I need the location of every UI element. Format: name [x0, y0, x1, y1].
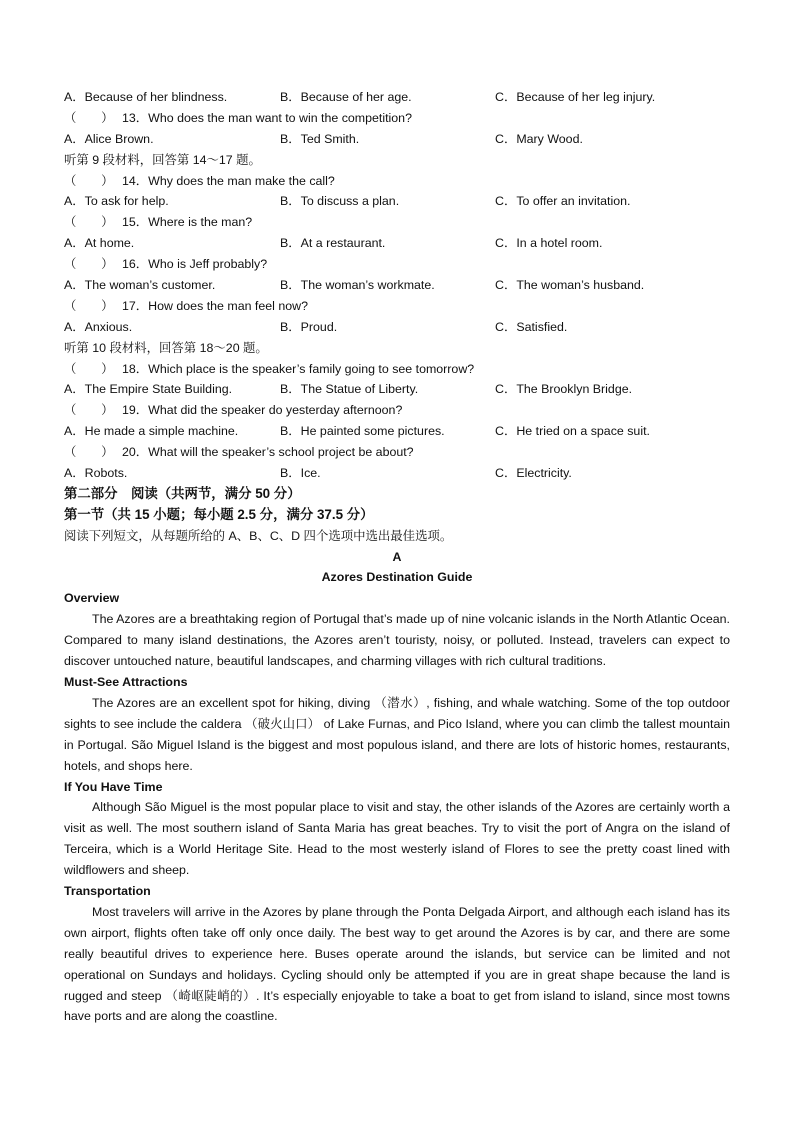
option-c: C．The Brooklyn Bridge. — [495, 382, 633, 397]
option-a: A．Alice Brown. — [64, 131, 154, 146]
q12-options — [64, 87, 730, 108]
option-c: C．In a hotel room. — [495, 236, 603, 251]
passage-letter: A — [392, 549, 402, 564]
question-18 — [64, 359, 730, 380]
q16-options — [64, 275, 730, 296]
option-c: C．To offer an invitation. — [495, 194, 631, 209]
q13-options — [64, 129, 730, 150]
question-text: 18．Which place is the speaker’s family going to see tomorrow? — [122, 361, 475, 376]
question-text: 13．Who does the man want to win the competition? — [122, 110, 412, 125]
transportation-heading: Transportation — [64, 884, 151, 899]
exam-page — [64, 87, 730, 1027]
must-see-paragraph: The Azores are an excellent spot for hiking, diving （潜水）, fishing, and whale watching. Some of the top outdoor sights to see include the caldera （破火山口） of Lake Furnas, and Pico Island, where you can climb the tallest mountain in Portugal. São Miguel Island is the biggest and most populous island, and there are lots of historic homes, restaurants, hotels, and shops here. — [64, 695, 730, 773]
option-c: C．Because of her leg injury. — [495, 90, 656, 104]
reading-instruction: 阅读下列短文，从每题所给的 A、B、C、D 四个选项中选出最佳选项。 — [64, 528, 453, 543]
question-text: 14．Why does the man make the call? — [122, 173, 335, 188]
option-b: B．Ted Smith. — [280, 131, 360, 146]
option-a: A．At home. — [64, 236, 135, 251]
answer-blank: （ ） — [64, 403, 114, 418]
question-text: 20．What will the speaker’s school project be about? — [122, 445, 414, 460]
option-b: B．To discuss a plan. — [280, 194, 400, 209]
option-b: B．He painted some pictures. — [280, 424, 445, 439]
option-b: B．Proud. — [280, 319, 338, 334]
q14-options — [64, 191, 730, 212]
transportation-paragraph: Most travelers will arrive in the Azores by plane through the Ponta Delgada Airport, and although each island has its own airport, flights often take off only once daily. The best way to get around the Azores is by car, and there are some really beautiful drives to experience here. Buses operate around the islands, but service can be limited and not operational on Sundays and holidays. Cycling should only be attempted if you are in great shape because the land is rugged and steep （崎岖陡峭的）. It’s especially enjoyable to take a boat to get from island to island, since most towns have ports and are along the coastline. — [64, 904, 730, 1024]
option-a: A．Because of her blindness. — [64, 90, 228, 104]
option-a: A．Robots. — [64, 466, 128, 481]
answer-blank: （ ） — [64, 257, 114, 272]
question-13 — [64, 108, 730, 129]
question-text: 17．How does the man feel now? — [122, 298, 308, 313]
q20-options — [64, 463, 730, 484]
option-b: B．The Statue of Liberty. — [280, 382, 419, 397]
option-b: B．Ice. — [280, 466, 321, 481]
answer-blank: （ ） — [64, 215, 114, 230]
option-c: C．He tried on a space suit. — [495, 424, 650, 439]
section-9-instruction: 听第 9 段材料，回答第 14～17 题。 — [64, 152, 261, 167]
question-text: 16．Who is Jeff probably? — [122, 257, 268, 272]
option-b: B．At a restaurant. — [280, 236, 386, 251]
overview-heading: Overview — [64, 591, 120, 606]
question-20 — [64, 442, 730, 463]
option-a: A．To ask for help. — [64, 194, 169, 209]
option-b: B．The woman’s workmate. — [280, 278, 435, 293]
if-you-have-time-heading: If You Have Time — [64, 779, 163, 794]
answer-blank: （ ） — [64, 110, 114, 125]
if-you-have-time-paragraph: Although São Miguel is the most popular place to visit and stay, the other islands of the Azores are certainly worth a visit as well. The most southern island of Santa Maria has great beaches. Try to visit the port of Angra on the island of Terceira, which is a World Heritage Site. Head to the most westerly island of Flores to see the pretty coast lined with wildflowers and sheep. — [64, 800, 730, 878]
question-19 — [64, 400, 730, 421]
option-b: B．Because of her age. — [280, 90, 412, 104]
section-one-title: 第一节（共 15 小题；每小题 2.5 分，满分 37.5 分） — [64, 506, 374, 522]
q17-options — [64, 317, 730, 338]
question-text: 19．What did the speaker do yesterday afternoon? — [122, 403, 403, 418]
must-see-heading: Must-See Attractions — [64, 674, 188, 689]
answer-blank: （ ） — [64, 298, 114, 313]
q18-options — [64, 379, 730, 400]
overview-paragraph: The Azores are a breathtaking region of Portugal that’s made up of nine volcanic islands in the North Atlantic Ocean. Compared to many island destinations, the Azores aren’t touristy, noisy, or polluted. Instead, travelers can expect to discover untouched nature, beautiful landscapes, and charming villages with rich cultural traditions. — [64, 612, 730, 669]
question-17 — [64, 296, 730, 317]
option-a: A．He made a simple machine. — [64, 424, 239, 439]
answer-blank: （ ） — [64, 361, 114, 376]
section-10-instruction: 听第 10 段材料，回答第 18～20 题。 — [64, 340, 268, 355]
question-16 — [64, 254, 730, 275]
option-c: C．Mary Wood. — [495, 131, 583, 146]
passage-title: Azores Destination Guide — [321, 570, 473, 585]
option-a: A．Anxious. — [64, 319, 133, 334]
question-text: 15．Where is the man? — [122, 215, 253, 230]
option-a: A．The Empire State Building. — [64, 382, 233, 397]
answer-blank: （ ） — [64, 173, 114, 188]
question-15 — [64, 212, 730, 233]
option-c: C．Satisfied. — [495, 319, 568, 334]
q19-options — [64, 421, 730, 442]
answer-blank: （ ） — [64, 445, 114, 460]
option-c: C．The woman’s husband. — [495, 278, 645, 293]
option-a: A．The woman’s customer. — [64, 278, 216, 293]
q15-options — [64, 233, 730, 254]
question-14 — [64, 171, 730, 192]
part-two-title: 第二部分 阅读（共两节，满分 50 分） — [64, 485, 301, 501]
option-c: C．Electricity. — [495, 466, 572, 481]
